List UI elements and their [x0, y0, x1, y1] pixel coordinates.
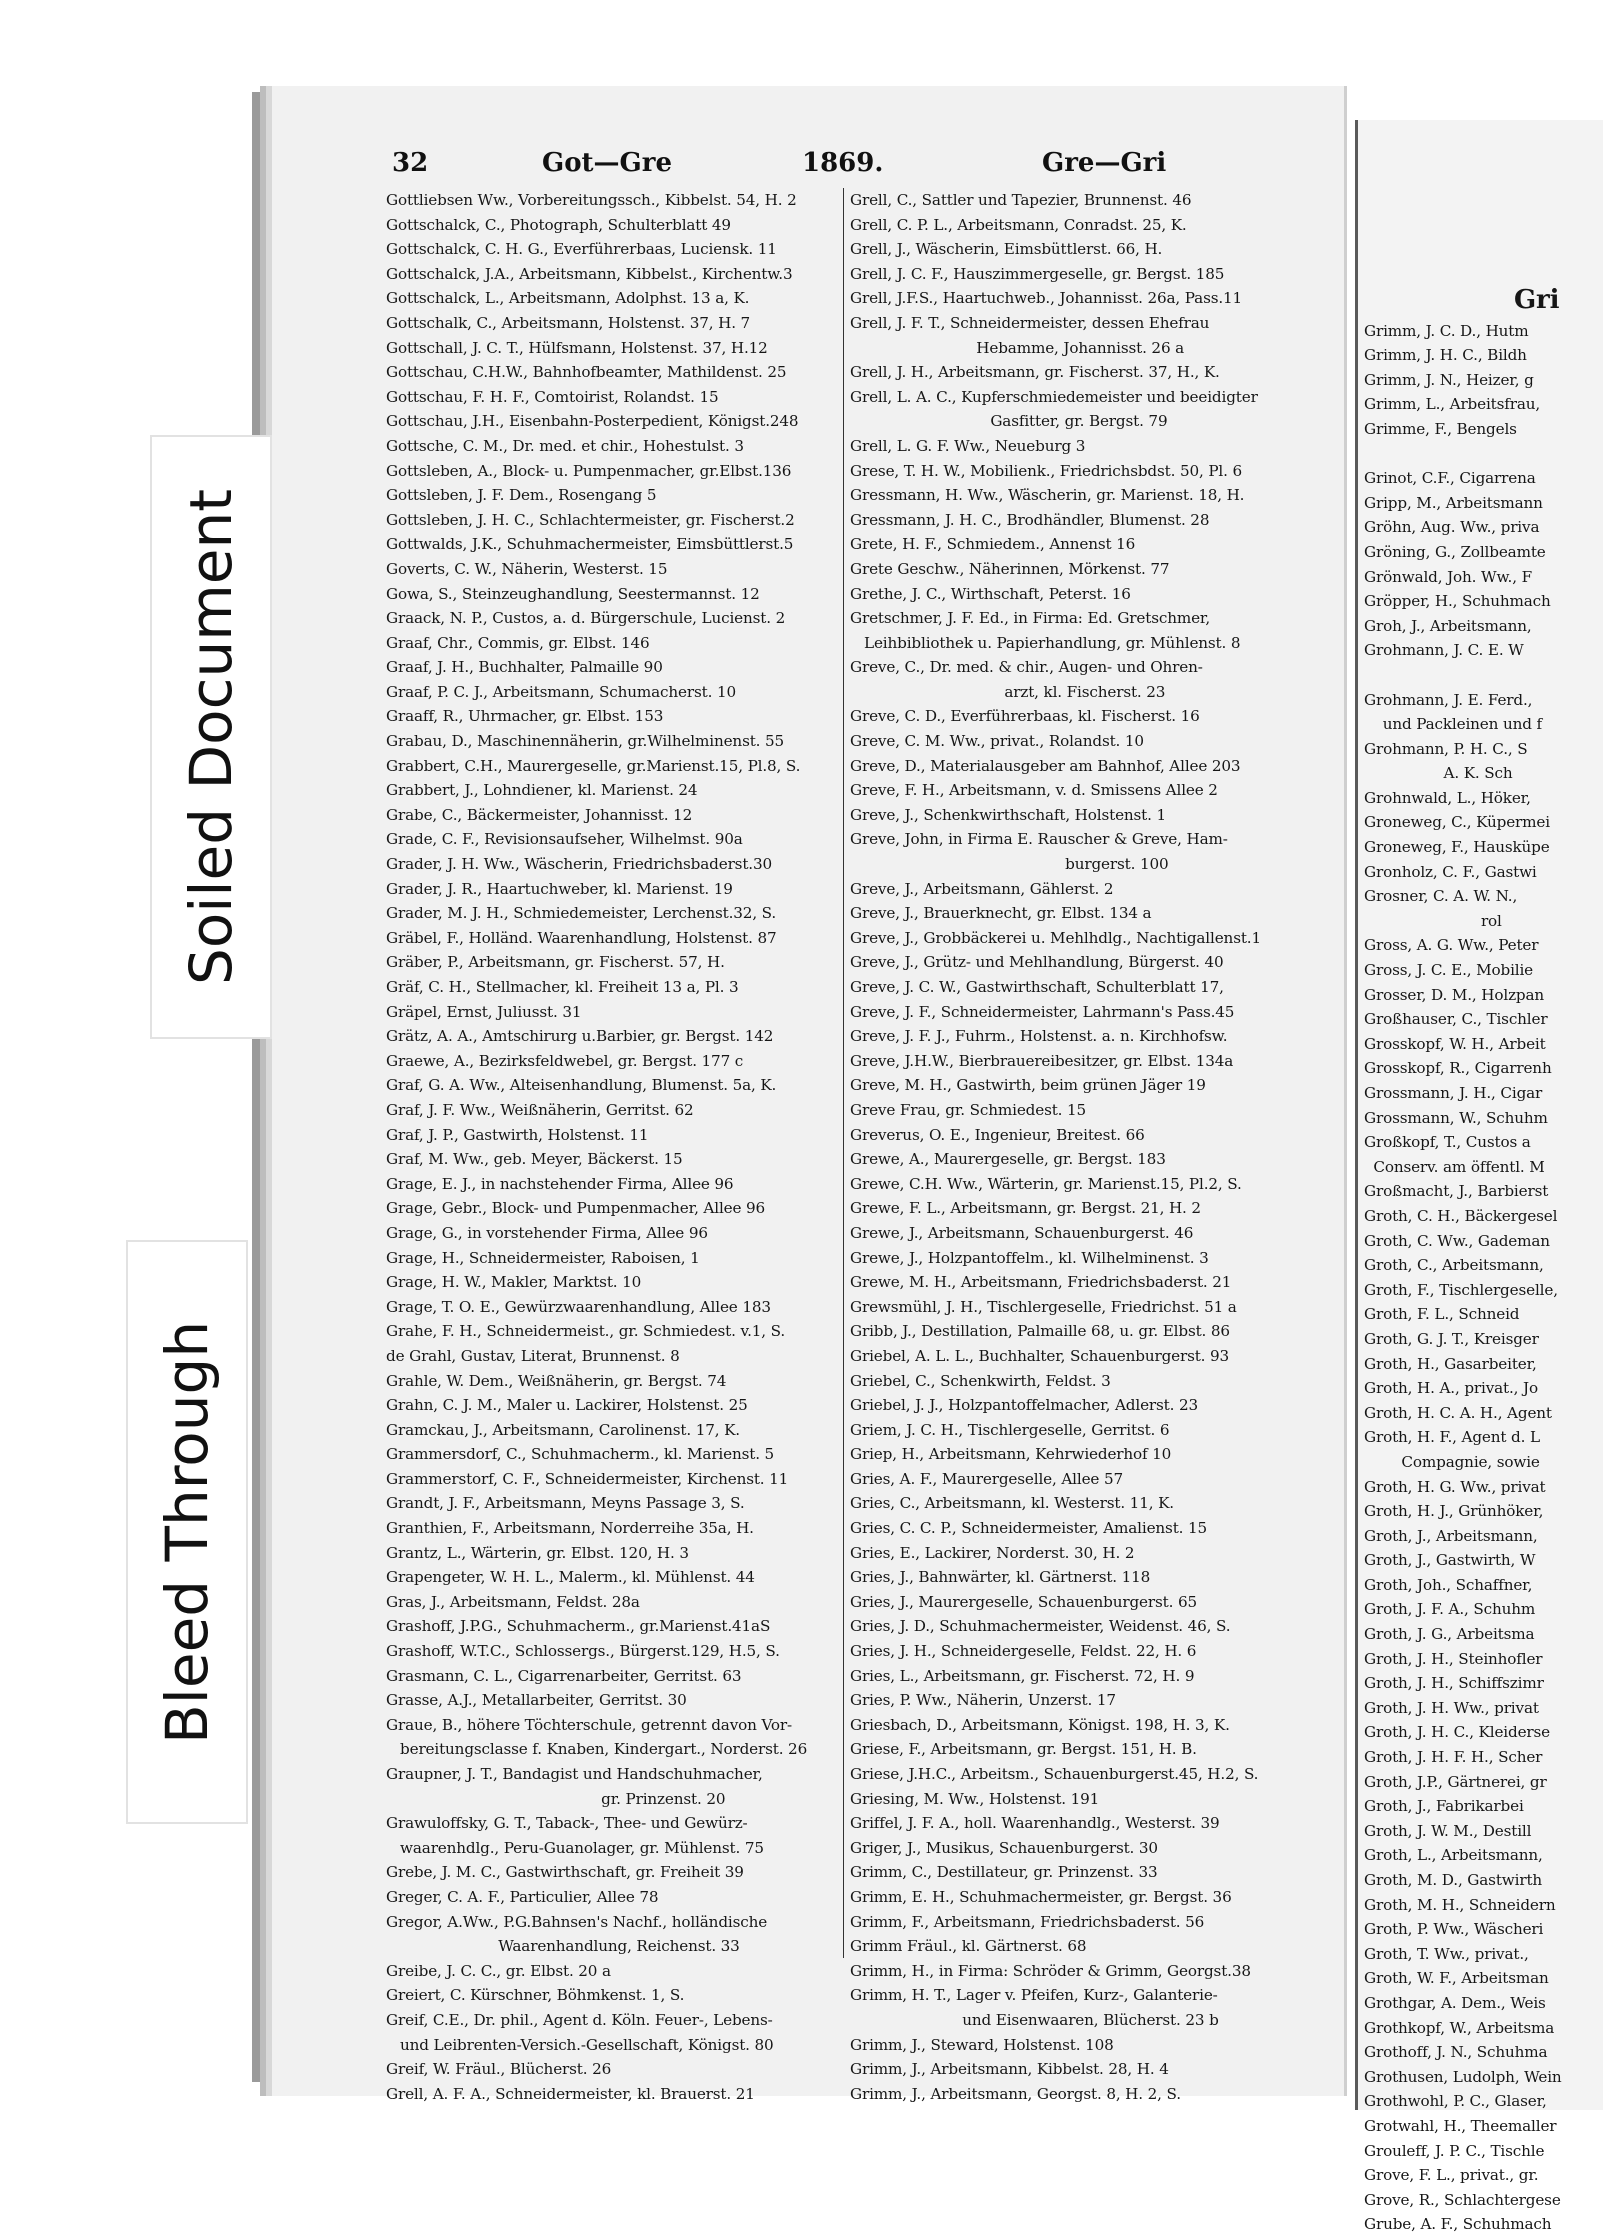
directory-entry: Großhauser, C., Tischler	[1364, 1010, 1548, 1029]
directory-entry: Groth, M. H., Schneidern	[1364, 1895, 1556, 1914]
directory-entry: bereitungsclasse f. Knaben, Kindergart., Norderst. 26	[386, 1740, 808, 1759]
directory-entry: Grouleff, J. P. C., Tischle	[1364, 2141, 1545, 2160]
directory-entry: Greiert, C. Kürschner, Böhmkenst. 1, S.	[386, 1986, 685, 2005]
directory-entry: Gottschalck, L., Arbeitsmann, Adolphst. 13 a, K.	[386, 289, 750, 308]
directory-entry: Grimm Fräul., kl. Gärtnerst. 68	[850, 1937, 1087, 1956]
directory-entry: Grell, C., Sattler und Tapezier, Brunnenst. 46	[850, 191, 1192, 209]
directory-entry: Graupner, J. T., Bandagist und Handschuhmacher,	[386, 1765, 763, 1783]
header-year: 1869.	[802, 148, 884, 178]
directory-entry: Gries, E., Lackirer, Norderst. 30, H. 2	[850, 1543, 1135, 1562]
directory-entry: Grätz, A. A., Amtschirurg u.Barbier, gr. Bergst. 142	[386, 1027, 774, 1046]
left-column	[386, 188, 841, 2106]
directory-entry: Grothwohl, P. C., Glaser,	[1364, 2092, 1547, 2111]
header-range-right: Gre—Gri	[1042, 148, 1167, 178]
directory-entry: Groth, H. A., privat., Jo	[1364, 1379, 1538, 1398]
directory-entry: Gottschalck, C., Photograph, Schulterblatt 49	[386, 215, 731, 234]
directory-entry: Waarenhandlung, Reichenst. 33	[386, 1937, 740, 1956]
directory-entry: Grimm, C., Destillateur, gr. Prinzenst. 33	[850, 1863, 1158, 1882]
directory-entry: Griebel, A. L. L., Buchhalter, Schauenburgerst. 93	[850, 1346, 1230, 1365]
directory-entry: Greve, J., Brauerknecht, gr. Elbst. 134 a	[850, 904, 1152, 923]
directory-entry: Groh, J., Arbeitsmann,	[1364, 616, 1532, 635]
directory-entry: Groth, C., Arbeitsmann,	[1364, 1256, 1544, 1275]
directory-entry: Gröning, G., Zollbeamte	[1364, 542, 1546, 561]
directory-entry: Grube, A. F., Schuhmach	[1364, 2215, 1552, 2234]
directory-entry: Gries, C., Arbeitsmann, kl. Westerst. 11, K.	[850, 1494, 1174, 1513]
directory-entry: Graaf, Chr., Commis, gr. Elbst. 146	[386, 633, 650, 652]
directory-entry: Greve, J., Grobbäckerei u. Mehlhdlg., Nachtigallenst.1	[850, 928, 1261, 947]
directory-entry: Graf, J. F. Ww., Weißnäherin, Gerritst. 62	[386, 1100, 694, 1119]
directory-entry: Groth, J. F. A., Schuhm	[1364, 1600, 1536, 1619]
directory-entry: Groth, F. L., Schneid	[1364, 1305, 1520, 1324]
directory-entry: Grewe, M. H., Arbeitsmann, Friedrichsbaderst. 21	[850, 1273, 1232, 1292]
directory-entry: Groth, J. H., Schiffszimr	[1364, 1674, 1544, 1693]
middle-column	[850, 188, 1305, 2106]
directory-entry: Grossmann, J. H., Cigar	[1364, 1084, 1543, 1102]
directory-entry: Greve, J.H.W., Bierbrauereibesitzer, gr. Elbst. 134a	[850, 1051, 1234, 1070]
directory-entry: Gröhn, Aug. Ww., priva	[1364, 518, 1540, 537]
directory-entry: Compagnie, sowie	[1364, 1452, 1540, 1471]
directory-entry: Grimm, L., Arbeitsfrau,	[1364, 395, 1541, 414]
directory-entry: Großmacht, J., Barbierst	[1364, 1182, 1549, 1201]
directory-entry: Greve, J. C. W., Gastwirthschaft, Schulterblatt 17,	[850, 978, 1224, 996]
directory-entry: Groth, J. W. M., Destill	[1364, 1821, 1532, 1840]
directory-entry: Graue, B., höhere Töchterschule, getrennt davon Vor-	[386, 1715, 792, 1734]
directory-entry: Griebel, C., Schenkwirth, Feldst. 3	[850, 1371, 1111, 1390]
directory-entry: Grewe, F. L., Arbeitsmann, gr. Bergst. 21, H. 2	[850, 1199, 1201, 1218]
directory-entry: Grosser, D. M., Holzpan	[1364, 985, 1545, 1004]
directory-entry: Grabbert, J., Lohndiener, kl. Marienst. 24	[386, 781, 698, 800]
directory-entry: Griesbach, D., Arbeitsmann, Königst. 198, H. 3, K.	[850, 1715, 1230, 1734]
directory-entry: Gottschalck, J.A., Arbeitsmann, Kibbelst., Kirchentw.3	[386, 264, 793, 283]
directory-entry: Griffel, J. F. A., holl. Waarenhandlg., Westerst. 39	[850, 1814, 1220, 1833]
directory-entry: Grabbert, C.H., Maurergeselle, gr.Marienst.15, Pl.8, S.	[386, 756, 801, 775]
directory-entry: Grothkopf, W., Arbeitsma	[1364, 2018, 1555, 2037]
directory-entry: Gottschau, J.H., Eisenbahn-Posterpedient, Königst.248	[386, 412, 799, 431]
page-binding-edge	[252, 92, 270, 2082]
directory-entry: Groth, J. H. Ww., privat	[1364, 1698, 1539, 1717]
directory-entry: Grewe, C.H. Ww., Wärterin, gr. Marienst.15, Pl.2, S.	[850, 1174, 1242, 1193]
directory-entry: Greve, M. H., Gastwirth, beim grünen Jäger 19	[850, 1076, 1206, 1095]
directory-entry: Greve, C. M. Ww., privat., Rolandst. 10	[850, 732, 1144, 751]
directory-entry	[1364, 663, 1604, 688]
directory-entry: Gretschmer, J. F. Ed., in Firma: Ed. Gretschmer,	[850, 609, 1211, 628]
directory-entry: Grimm, J. N., Heizer, g	[1364, 370, 1534, 389]
directory-entry: und Packleinen und f	[1364, 715, 1542, 734]
directory-entry: Grage, T. O. E., Gewürzwaarenhandlung, Allee 183	[386, 1297, 771, 1316]
directory-entry: Greve, C., Dr. med. & chir., Augen- und Ohren-	[850, 658, 1203, 677]
directory-entry: Gottsche, C. M., Dr. med. et chir., Hohestulst. 3	[386, 436, 744, 455]
directory-entry: Grader, M. J. H., Schmiedemeister, Lerchenst.32, S.	[386, 904, 777, 923]
directory-entry: Grete Geschw., Näherinnen, Mörkenst. 77	[850, 559, 1170, 578]
directory-entry: Gries, A. F., Maurergeselle, Allee 57	[850, 1469, 1123, 1488]
directory-entry: Groth, J. G., Arbeitsma	[1364, 1625, 1535, 1644]
directory-entry: Groth, J. H. C., Kleiderse	[1364, 1723, 1551, 1742]
directory-entry: Greibe, J. C. C., gr. Elbst. 20 a	[386, 1961, 611, 1980]
directory-entry: Greve Frau, gr. Schmiedest. 15	[850, 1100, 1087, 1119]
directory-entry: Grewe, J., Arbeitsmann, Schauenburgerst. 46	[850, 1223, 1194, 1242]
directory-entry: Grahle, W. Dem., Weißnäherin, gr. Bergst. 74	[386, 1371, 727, 1390]
directory-entry: Grimm, F., Arbeitsmann, Friedrichsbaderst. 56	[850, 1912, 1205, 1931]
directory-entry: Gribb, J., Destillation, Palmaille 68, u. gr. Elbst. 86	[850, 1322, 1230, 1341]
directory-entry: Grandt, J. F., Arbeitsmann, Meyns Passage 3, S.	[386, 1494, 745, 1513]
directory-entry: Griep, H., Arbeitsmann, Kehrwiederhof 10	[850, 1445, 1172, 1464]
directory-entry: Greverus, O. E., Ingenieur, Breitest. 66	[850, 1125, 1145, 1144]
directory-entry: Grell, C. P. L., Arbeitsmann, Conradst. 25, K.	[850, 215, 1187, 234]
directory-entry: Greve, J., Arbeitsmann, Gählerst. 2	[850, 879, 1114, 898]
directory-entry: Gottschau, F. H. F., Comtoirist, Rolandst. 15	[386, 387, 719, 406]
directory-entry: Groth, P. Ww., Wäscheri	[1364, 1920, 1544, 1939]
directory-entry: Groth, C. Ww., Gademan	[1364, 1231, 1550, 1250]
directory-entry: Gripp, M., Arbeitsmann	[1364, 493, 1543, 512]
directory-entry: Greve, John, in Firma E. Rauscher & Greve, Ham-	[850, 830, 1228, 849]
directory-entry: Gries, L., Arbeitsmann, gr. Fischerst. 72, H. 9	[850, 1666, 1195, 1685]
column-rule	[843, 188, 844, 1958]
directory-entry: Groth, Joh., Schaffner,	[1364, 1575, 1533, 1594]
directory-entry: burgerst. 100	[850, 855, 1169, 874]
directory-entry: Griebel, J. J., Holzpantoffelmacher, Adlerst. 23	[850, 1396, 1199, 1415]
directory-entry: Gramckau, J., Arbeitsmann, Carolinenst. 17, K.	[386, 1420, 740, 1439]
directory-entry: Gottwalds, J.K., Schuhmachermeister, Eimsbüttlerst.5	[386, 535, 794, 554]
directory-entry: Grell, J. H., Arbeitsmann, gr. Fischerst. 37, H., K.	[850, 363, 1220, 382]
directory-entry: Grimm, H., in Firma: Schröder & Grimm, Georgst.38	[850, 1961, 1251, 1980]
directory-entry: Greve, J. F., Schneidermeister, Lahrmann's Pass.45	[850, 1002, 1235, 1021]
directory-entry: de Grahl, Gustav, Literat, Brunnenst. 8	[386, 1346, 680, 1365]
directory-entry: Gräpel, Ernst, Juliusst. 31	[386, 1002, 582, 1021]
directory-entry: Grimm, J., Arbeitsmann, Kibbelst. 28, H. 4	[850, 2060, 1169, 2079]
directory-entry: Grimm, J., Steward, Holstenst. 108	[850, 2035, 1114, 2054]
directory-entry: Großkopf, T., Custos a	[1364, 1133, 1531, 1152]
directory-entry: Grothusen, Ludolph, Wein	[1364, 2067, 1562, 2086]
directory-entry: Grinot, C.F., Cigarrena	[1364, 469, 1536, 488]
directory-entry: Groth, J. H. F. H., Scher	[1364, 1748, 1543, 1767]
directory-entry: Gottschalck, C. H. G., Everführerbaas, Luciensk. 11	[386, 240, 777, 259]
directory-entry: Gottschalk, C., Arbeitsmann, Holstenst. 37, H. 7	[386, 313, 751, 332]
directory-entry: Graf, M. Ww., geb. Meyer, Bäckerst. 15	[386, 1150, 683, 1169]
directory-entry: Groneweg, C., Küpermei	[1364, 813, 1550, 832]
directory-entry: Greger, C. A. F., Particulier, Allee 78	[386, 1887, 659, 1906]
directory-entry: Grothgar, A. Dem., Weis	[1364, 1993, 1546, 2012]
directory-entry: Grove, F. L., privat., gr.	[1364, 2166, 1539, 2185]
directory-entry: Gasfitter, gr. Bergst. 79	[850, 412, 1168, 431]
directory-entry: Greve, C. D., Everführerbaas, kl. Fischerst. 16	[850, 707, 1200, 726]
directory-entry: Grothoff, J. N., Schuhma	[1364, 2043, 1548, 2062]
directory-entry: Grewe, A., Maurergeselle, gr. Bergst. 183	[850, 1150, 1166, 1169]
directory-entry: Grashoff, W.T.C., Schlossergs., Bürgerst.129, H.5, S.	[386, 1642, 780, 1661]
directory-entry: Griger, J., Musikus, Schauenburgerst. 30	[850, 1838, 1158, 1857]
directory-entry: Groth, H. G. Ww., privat	[1364, 1477, 1546, 1496]
directory-entry: Grasse, A.J., Metallarbeiter, Gerritst. 30	[386, 1691, 687, 1710]
directory-entry: Grohmann, P. H. C., S	[1364, 739, 1528, 758]
directory-entry: Goverts, C. W., Näherin, Westerst. 15	[386, 559, 668, 578]
directory-entry: Conserv. am öffentl. M	[1364, 1157, 1545, 1176]
facing-page	[1355, 120, 1603, 2234]
directory-entry: Grove, R., Schlachtergese	[1364, 2190, 1561, 2209]
directory-entry: Groth, T. Ww., privat.,	[1364, 1944, 1529, 1963]
directory-entry: Groneweg, F., Hausküpe	[1364, 838, 1550, 857]
directory-entry: Groth, C. H., Bäckergesel	[1364, 1206, 1558, 1225]
directory-entry: Grimme, F., Bengels	[1364, 419, 1517, 438]
directory-entry: Grosskopf, R., Cigarrenh	[1364, 1059, 1552, 1078]
directory-entry: Grammersdorf, C., Schuhmacherm., kl. Marienst. 5	[386, 1445, 775, 1464]
directory-entry: Griem, J. C. H., Tischlergeselle, Gerritst. 6	[850, 1420, 1170, 1439]
directory-entry: Grage, G., in vorstehender Firma, Allee 96	[386, 1223, 708, 1242]
directory-entry: Grell, L. G. F. Ww., Neueburg 3	[850, 436, 1086, 455]
directory-entry: A. K. Sch	[1364, 764, 1513, 783]
directory-entry: Gottschau, C.H.W., Bahnhofbeamter, Mathildenst. 25	[386, 363, 787, 382]
directory-entry: Groth, F., Tischlergeselle,	[1364, 1280, 1558, 1299]
header-range-left: Got—Gre	[542, 148, 672, 178]
directory-entry: Grade, C. F., Revisionsaufseher, Wilhelmst. 90a	[386, 830, 743, 849]
directory-entry: Groth, H. J., Grünhöker,	[1364, 1502, 1544, 1521]
facing-page-header: Gri	[1514, 285, 1560, 315]
directory-entry: Grebe, J. M. C., Gastwirthschaft, gr. Freiheit 39	[386, 1863, 744, 1882]
directory-entry: Groth, J.P., Gärtnerei, gr	[1364, 1772, 1547, 1791]
directory-entry: Graaff, R., Uhrmacher, gr. Elbst. 153	[386, 707, 664, 726]
directory-entry: Groth, J., Fabrikarbei	[1364, 1797, 1524, 1816]
directory-entry: Gottliebsen Ww., Vorbereitungssch., Kibbelst. 54, H. 2	[386, 191, 797, 209]
directory-entry: arzt, kl. Fischerst. 23	[850, 682, 1166, 701]
directory-entry: Grimm, J. H. C., Bildh	[1364, 346, 1527, 365]
directory-entry: Grewsmühl, J. H., Tischlergeselle, Friedrichst. 51 a	[850, 1297, 1237, 1316]
directory-entry: Grönwald, Joh. Ww., F	[1364, 567, 1532, 586]
directory-entry: Gries, C. C. P., Schneidermeister, Amalienst. 15	[850, 1519, 1208, 1538]
directory-entry: und Eisenwaaren, Blücherst. 23 b	[850, 2010, 1219, 2029]
directory-entry: Grosner, C. A. W. N.,	[1364, 887, 1518, 906]
directory-entry: Groth, J., Gastwirth, W	[1364, 1551, 1536, 1570]
directory-entry: Grapengeter, W. H. L., Malerm., kl. Mühlenst. 44	[386, 1568, 755, 1587]
right-column	[1364, 285, 1604, 2237]
directory-entry: Gross, A. G. Ww., Peter	[1364, 936, 1539, 955]
directory-entry: Leihbibliothek u. Papierhandlung, gr. Mühlenst. 8	[850, 633, 1241, 652]
directory-entry: Grantz, L., Wärterin, gr. Elbst. 120, H. 3	[386, 1543, 689, 1562]
directory-entry: Gräbel, F., Holländ. Waarenhandlung, Holstenst. 87	[386, 928, 777, 947]
directory-entry: Grohnwald, L., Höker,	[1364, 788, 1531, 807]
directory-entry: Greve, J., Schenkwirthschaft, Holstenst. 1	[850, 805, 1167, 824]
directory-entry: Gröpper, H., Schuhmach	[1364, 592, 1551, 611]
directory-entry: Gressmann, H. Ww., Wäscherin, gr. Marienst. 18, H.	[850, 486, 1245, 505]
directory-entry: Grawuloffsky, G. T., Taback-, Thee- und Gewürz-	[386, 1814, 748, 1833]
directory-entry: Grimm, J., Arbeitsmann, Georgst. 8, H. 2, S.	[850, 2084, 1181, 2103]
directory-entry: Grewe, J., Holzpantoffelm., kl. Wilhelminenst. 3	[850, 1248, 1209, 1267]
directory-entry: Groth, H. F., Agent d. L	[1364, 1428, 1540, 1447]
right-column-entries	[1364, 319, 1604, 2237]
directory-entry: Grethe, J. C., Wirthschaft, Peterst. 16	[850, 584, 1131, 603]
directory-entry: Gowa, S., Steinzeughandlung, Seestermannst. 12	[386, 584, 760, 603]
bleed-through-label: Bleed Through	[126, 1240, 248, 1824]
directory-entry: Grabe, C., Bäckermeister, Johannisst. 12	[386, 805, 693, 824]
directory-entry: Grage, E. J., in nachstehender Firma, Allee 96	[386, 1174, 734, 1193]
directory-entry: Grell, J.F.S., Haartuchweb., Johannisst. 26a, Pass.11	[850, 289, 1243, 308]
directory-entry: Gottsleben, J. F. Dem., Rosengang 5	[386, 486, 657, 505]
directory-entry: Gries, P. Ww., Näherin, Unzerst. 17	[850, 1691, 1116, 1710]
directory-entry: Gottschall, J. C. T., Hülfsmann, Holstenst. 37, H.12	[386, 338, 768, 357]
directory-entry: Greve, F. H., Arbeitsmann, v. d. Smissens Allee 2	[850, 781, 1218, 800]
directory-entry: Gottsleben, J. H. C., Schlachtermeister, gr. Fischerst.2	[386, 510, 795, 529]
directory-entry: Grashoff, J.P.G., Schuhmacherm., gr.Marienst.41aS	[386, 1617, 771, 1636]
directory-entry: Grader, J. H. Ww., Wäscherin, Friedrichsbaderst.30	[386, 855, 772, 874]
directory-entry: Grage, Gebr., Block- und Pumpenmacher, Allee 96	[386, 1199, 766, 1218]
directory-entry: Graaf, P. C. J., Arbeitsmann, Schumacherst. 10	[386, 682, 736, 701]
directory-entry: waarenhdlg., Peru-Guanolager, gr. Mühlenst. 75	[386, 1838, 764, 1857]
directory-entry: Grage, H. W., Makler, Marktst. 10	[386, 1273, 642, 1292]
directory-entry: Grasmann, C. L., Cigarrenarbeiter, Gerritst. 63	[386, 1666, 742, 1685]
directory-entry	[1364, 442, 1604, 467]
directory-entry: Gressmann, J. H. C., Brodhändler, Blumenst. 28	[850, 510, 1210, 529]
directory-entry: Gräber, P., Arbeitsmann, gr. Fischerst. 57, H.	[386, 953, 725, 972]
directory-entry: Groth, J. H., Steinhofler	[1364, 1649, 1543, 1668]
directory-entry: Grammerstorf, C. F., Schneidermeister, Kirchenst. 11	[386, 1469, 789, 1488]
directory-entry: Grell, A. F. A., Schneidermeister, kl. Brauerst. 21	[386, 2084, 755, 2103]
directory-entry: Greve, J., Grütz- und Mehlhandlung, Bürgerst. 40	[850, 953, 1224, 972]
directory-entry: Grossmann, W., Schuhm	[1364, 1108, 1548, 1127]
directory-entry: Gregor, A.Ww., P.G.Bahnsen's Nachf., holländische	[386, 1912, 768, 1931]
directory-entry: Gottsleben, A., Block- u. Pumpenmacher, gr.Elbst.136	[386, 461, 792, 480]
directory-entry: Gross, J. C. E., Mobilie	[1364, 961, 1534, 980]
directory-entry: Hebamme, Johannisst. 26 a	[850, 338, 1185, 357]
directory-entry: Graaf, J. H., Buchhalter, Palmaille 90	[386, 658, 663, 677]
directory-entry: Gries, J., Bahnwärter, kl. Gärtnerst. 118	[850, 1568, 1151, 1587]
directory-entry: Grimm, J. C. D., Hutm	[1364, 321, 1529, 340]
directory-entry: Grotwahl, H., Theemaller	[1364, 2116, 1557, 2135]
directory-entry: Graf, J. P., Gastwirth, Holstenst. 11	[386, 1125, 649, 1144]
directory-entry: Gras, J., Arbeitsmann, Feldst. 28a	[386, 1592, 640, 1611]
directory-entry: Greif, W. Fräul., Blücherst. 26	[386, 2060, 612, 2079]
page-header	[392, 148, 1312, 182]
directory-entry: Graf, G. A. Ww., Alteisenhandlung, Blumenst. 5a, K.	[386, 1076, 777, 1095]
directory-entry: gr. Prinzenst. 20	[386, 1789, 726, 1808]
directory-entry: Grell, L. A. C., Kupferschmiedemeister und beeidigter	[850, 387, 1258, 406]
directory-entry: Gries, J., Maurergeselle, Schauenburgerst. 65	[850, 1592, 1197, 1611]
directory-entry: Groth, G. J. T., Kreisger	[1364, 1329, 1539, 1348]
directory-entry: Grage, H., Schneidermeister, Raboisen, 1	[386, 1248, 700, 1267]
directory-entry: Groth, W. F., Arbeitsman	[1364, 1969, 1549, 1988]
directory-entry: Griese, F., Arbeitsmann, gr. Bergst. 151, H. B.	[850, 1740, 1197, 1759]
directory-entry: Groth, L., Arbeitsmann,	[1364, 1846, 1543, 1865]
directory-entry: Grete, H. F., Schmiedem., Annenst 16	[850, 535, 1136, 554]
directory-entry: Gronholz, C. F., Gastwi	[1364, 862, 1537, 881]
directory-entry: Grohmann, J. E. Ferd.,	[1364, 690, 1533, 709]
directory-entry: Gries, J. H., Schneidergeselle, Feldst. 22, H. 6	[850, 1642, 1197, 1661]
directory-entry: Grell, J., Wäscherin, Eimsbüttlerst. 66, H.	[850, 240, 1163, 259]
directory-entry: rol	[1364, 911, 1502, 930]
directory-entry: Groth, H. C. A. H., Agent	[1364, 1403, 1552, 1422]
directory-entry: Grese, T. H. W., Mobilienk., Friedrichsbdst. 50, Pl. 6	[850, 461, 1242, 480]
directory-entry: Grell, J. C. F., Hauszimmergeselle, gr. Bergst. 185	[850, 264, 1225, 283]
directory-entry: Grader, J. R., Haartuchweber, kl. Marienst. 19	[386, 879, 733, 898]
directory-entry: Grell, J. F. T., Schneidermeister, dessen Ehefrau	[850, 313, 1210, 332]
directory-entry: Graack, N. P., Custos, a. d. Bürgerschule, Lucienst. 2	[386, 609, 786, 628]
directory-entry: Grimm, H. T., Lager v. Pfeifen, Kurz-, Galanterie-	[850, 1986, 1218, 2005]
directory-entry: Groth, M. D., Gastwirth	[1364, 1871, 1543, 1889]
directory-entry: Griese, J.H.C., Arbeitsm., Schauenburgerst.45, H.2, S.	[850, 1765, 1259, 1783]
directory-entry: Gräf, C. H., Stellmacher, kl. Freiheit 13 a, Pl. 3	[386, 978, 739, 996]
directory-entry: Granthien, F., Arbeitsmann, Norderreihe 35a, H.	[386, 1519, 754, 1538]
soiled-document-label: Soiled Document	[150, 435, 272, 1039]
directory-entry: Grahn, C. J. M., Maler u. Lackirer, Holstenst. 25	[386, 1396, 748, 1415]
page-number: 32	[392, 148, 429, 178]
directory-entry: Greve, D., Materialausgeber am Bahnhof, Allee 203	[850, 756, 1241, 775]
directory-entry: Gries, J. D., Schuhmachermeister, Weidenst. 46, S.	[850, 1617, 1231, 1636]
directory-entry: Groth, J., Arbeitsmann,	[1364, 1526, 1538, 1545]
directory-entry: Graewe, A., Bezirksfeldwebel, gr. Bergst. 177 c	[386, 1051, 744, 1070]
directory-entry: Groth, H., Gasarbeiter,	[1364, 1354, 1537, 1373]
directory-entry: Grosskopf, W. H., Arbeit	[1364, 1034, 1546, 1053]
directory-entry: und Leibrenten-Versich.-Gesellschaft, Königst. 80	[386, 2035, 774, 2054]
directory-entry: Grahe, F. H., Schneidermeist., gr. Schmiedest. v.1, S.	[386, 1322, 786, 1341]
directory-entry: Grabau, D., Maschinennäherin, gr.Wilhelminenst. 55	[386, 732, 785, 751]
directory-entry: Griesing, M. Ww., Holstenst. 191	[850, 1789, 1100, 1808]
directory-entry: Greif, C.E., Dr. phil., Agent d. Köln. Feuer-, Lebens-	[386, 2010, 773, 2029]
directory-entry: Grohmann, J. C. E. W	[1364, 641, 1524, 660]
directory-entry: Grimm, E. H., Schuhmachermeister, gr. Bergst. 36	[850, 1887, 1232, 1906]
directory-entry: Greve, J. F. J., Fuhrm., Holstenst. a. n. Kirchhofsw.	[850, 1027, 1228, 1046]
